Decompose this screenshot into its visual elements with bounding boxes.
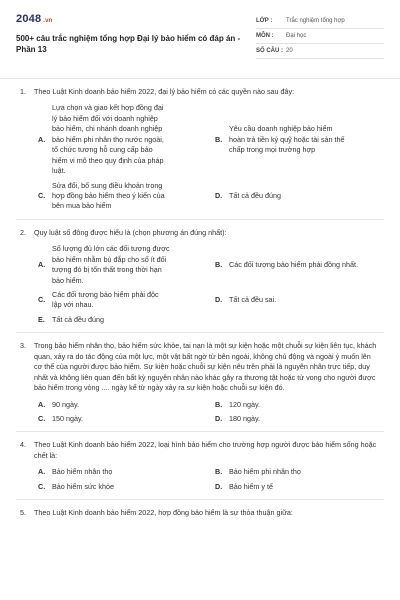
meta-subject-row [256,29,384,44]
answer-options [16,400,384,425]
option-text: Bảo hiểm phi nhân thọ [229,467,301,477]
meta-count-label: SỐ CÂU : [256,47,283,54]
meta-count-value: 20 [286,47,293,54]
option-text: Lựa chọn và giao kết hợp đồng đại lý bảo hiểm đối với doanh nghiệp bảo hiểm, chi nhánh doanh nghiệp bảo hiểm phi nhân thọ nước ngoài, tổ chức tương hỗ cung cấp bảo hiểm vi mô theo quy định của pháp luật. [52,103,164,176]
question-text: Theo Luật Kinh doanh bảo hiểm 2022, loại hình bảo hiểm cho trường hợp người được bảo hiểm sống hoặc chết là: [34,440,377,460]
question-1 [16,79,384,220]
option-text: Sửa đổi, bổ sung điều khoản trong hợp đồng bảo hiểm theo ý kiến của bên mua bảo hiểm [52,180,165,211]
option-letter: D. [215,413,223,423]
option-c[interactable] [38,482,207,492]
option-letter: E. [38,314,45,324]
option-letter: B. [215,134,223,144]
option-e[interactable] [38,315,207,325]
answer-options [16,467,384,492]
option-letter: D. [215,190,223,200]
option-letter: C. [38,413,46,423]
option-b[interactable] [215,467,384,477]
option-letter: D. [215,481,223,491]
option-text: Yêu cầu doanh nghiệp bảo hiểm hoàn trả tiền ký quỹ hoặc tài sản thế chấp trong mọi trường hợp [229,124,345,155]
question-number: 5. [20,508,26,518]
option-text: 90 ngày. [52,399,80,409]
option-text: Các đối tượng bảo hiểm phải độc lập với nhau. [52,290,159,310]
option-text: 150 ngày. [52,413,84,423]
meta-class-value: Trắc nghiệm tổng hợp [286,17,345,24]
meta-subject-label: MÔN : [256,32,274,39]
option-letter: C. [38,190,46,200]
logo-suffix: .vn [43,18,53,24]
option-text: Số lượng đủ lớn các đối tượng được bảo hiểm nhằm bù đắp cho số ít đối tượng đó bị tổn thất trong thời hạn bảo hiểm. [52,244,170,285]
option-letter: A. [38,134,46,144]
question-header [16,508,384,518]
option-c[interactable] [38,181,207,212]
option-letter: B. [215,399,223,409]
question-header [16,87,384,97]
option-b[interactable] [215,400,384,410]
option-letter: A. [38,259,46,269]
option-d[interactable] [215,414,384,424]
answer-options [16,103,384,211]
question-header [16,341,384,393]
question-text: Theo Luật Kinh doanh bảo hiểm 2022, đại lý bảo hiểm có các quyền nào sau đây: [34,87,295,96]
option-text: Tất cả đều đúng [52,314,104,324]
meta-class-label: LỚP : [256,17,273,24]
option-letter: C. [38,295,46,305]
option-letter: C. [38,481,46,491]
question-number: 3. [20,341,26,351]
option-letter: B. [215,259,223,269]
option-c[interactable] [38,290,207,311]
option-text: Bảo hiểm sức khỏe [52,481,114,491]
option-text: Bảo hiểm y tế [229,481,273,491]
question-number: 4. [20,440,26,450]
option-c[interactable] [38,414,207,424]
question-3 [16,333,384,432]
site-logo[interactable] [16,12,254,28]
logo-main: 2048 [16,13,42,25]
option-text: 180 ngày. [229,413,261,423]
option-text: Tất cả đều đúng [229,190,281,200]
answer-options [16,244,384,325]
meta-subject-value: Đại học [286,32,307,39]
option-d[interactable] [215,181,384,212]
option-b[interactable] [215,244,384,286]
question-text: Theo Luật Kinh doanh bảo hiểm 2022, hợp đồng bảo hiểm là sự thỏa thuận giữa: [34,508,293,518]
document-header [16,12,384,70]
option-a[interactable] [38,467,207,477]
option-text: 120 ngày. [229,399,261,409]
question-number: 1. [20,87,26,96]
option-a[interactable] [38,103,207,176]
question-header [16,440,384,461]
question-text: Quy luật số đông được hiểu là (chọn phương án đúng nhất): [34,227,227,237]
option-b[interactable] [215,103,384,176]
option-letter: A. [38,467,46,477]
meta-count-row [256,44,384,59]
question-text: Trong bảo hiểm nhân thọ, bảo hiểm sức khỏe, tai nạn là một sự kiện hoặc một chuỗi sự kiện liên tục, khách quan, xảy ra do tác động của một lực, một vật bất ngờ từ bên ngoài, không chủ động và ngoài ý muốn lên cơ thể của người được bảo hiểm. Sự kiện hoặc chuỗi sự kiện nêu trên phải là nguyên nhân trực tiếp, duy nhất và không liên quan đến bất kỳ nguyên nhân nào khác gây ra thương tật hoặc tử vong cho người được bảo hiểm trong vòng .... ngày kể từ ngày xảy ra sự kiện hoặc chuỗi sự kiện đó. [34,341,377,393]
header-left [16,12,254,70]
document-title: 500+ câu trắc nghiệm tổng hợp Đại lý bảo hiểm có đáp án - Phần 13 [16,33,241,54]
option-d[interactable] [215,290,384,311]
meta-class-row [256,14,384,29]
option-letter: D. [215,295,223,305]
option-letter: A. [38,399,46,409]
option-text: Các đối tượng bảo hiểm phải đồng nhất. [229,259,359,269]
document-meta [256,14,384,70]
option-text: Bảo hiểm nhân thọ [52,467,113,477]
question-2 [16,220,384,334]
question-4 [16,432,384,500]
option-a[interactable] [38,244,207,286]
option-a[interactable] [38,400,207,410]
option-text: Tất cả đều sai. [229,295,277,305]
question-header [16,228,384,238]
option-d[interactable] [215,482,384,492]
question-5 [16,500,384,525]
option-letter: B. [215,467,223,477]
question-number: 2. [20,227,26,237]
